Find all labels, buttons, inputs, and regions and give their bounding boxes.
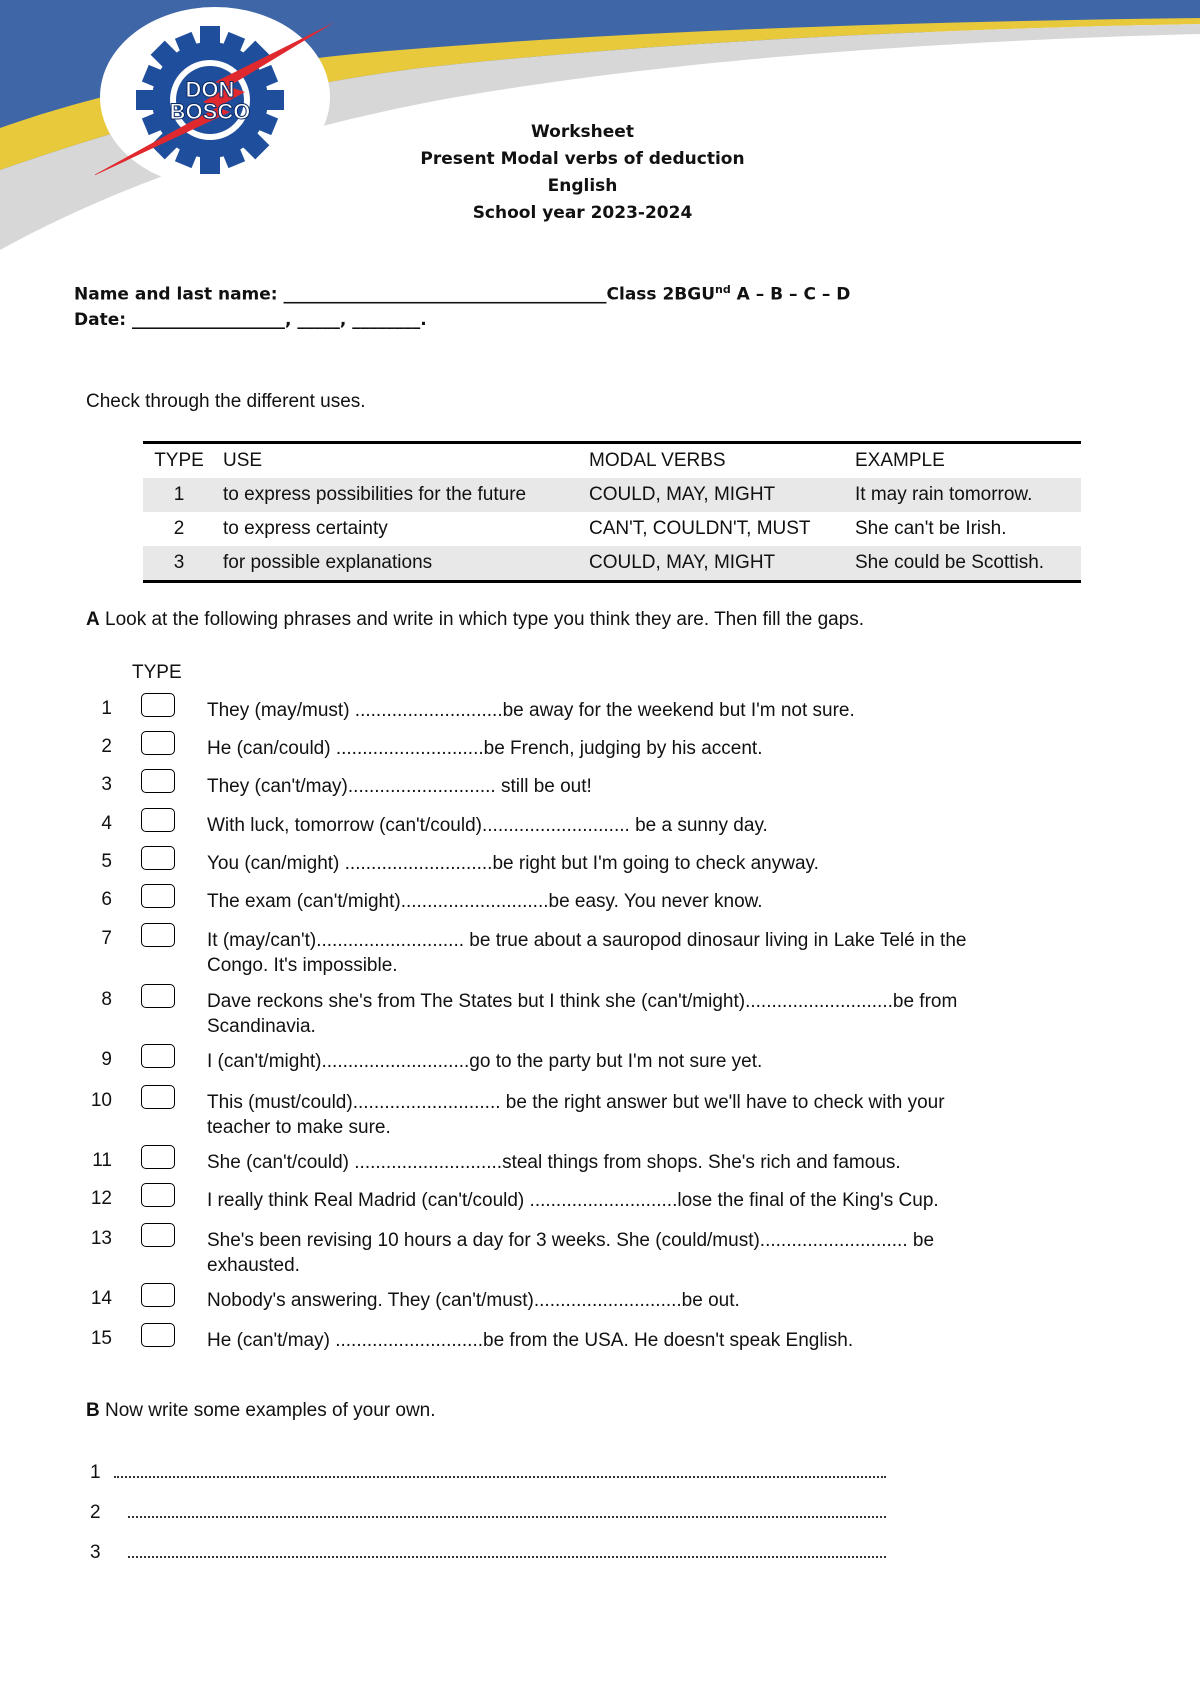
exercise-item bbox=[0, 889, 1200, 929]
header-modal-verbs: MODAL VERBS bbox=[589, 450, 726, 471]
name-blank[interactable]: ______________________________________ bbox=[283, 284, 607, 305]
header-type: TYPE bbox=[154, 450, 204, 471]
item-number: 4 bbox=[101, 813, 112, 834]
cell-type: 3 bbox=[173, 552, 185, 573]
cell-use: to express possibilities for the future bbox=[223, 484, 527, 505]
type-answer-box[interactable] bbox=[141, 846, 175, 870]
item-number: 12 bbox=[90, 1188, 112, 1209]
item-number: 11 bbox=[92, 1150, 112, 1171]
item-sentence: He (can/could) ............................be French, judging by his accent. bbox=[207, 738, 763, 759]
type-answer-box[interactable] bbox=[141, 1323, 175, 1347]
section-a-letter: A bbox=[86, 609, 100, 630]
cell-use: to express certainty bbox=[223, 518, 388, 539]
svg-text:BOSCO: BOSCO bbox=[169, 99, 251, 124]
item-number: 6 bbox=[101, 889, 112, 910]
header-example: EXAMPLE bbox=[855, 450, 945, 471]
cell-example: She could be Scottish. bbox=[855, 552, 1045, 573]
type-answer-box[interactable] bbox=[141, 693, 175, 717]
worksheet-label: Worksheet bbox=[531, 122, 634, 142]
item-sentence: She's been revising 10 hours a day for 3 weeks. She (could/must)............................ be exhausted. bbox=[207, 1230, 935, 1276]
item-sentence: They (can't/may)............................ still be out! bbox=[207, 776, 592, 797]
exercise-item bbox=[0, 1090, 1200, 1138]
class-label: Class 2BGU bbox=[606, 284, 716, 305]
exercise-item bbox=[0, 928, 1200, 976]
item-number: 3 bbox=[101, 774, 112, 795]
class-options: A – B – C – D bbox=[730, 284, 851, 305]
section-b-letter: B bbox=[86, 1400, 100, 1421]
exercise-item bbox=[0, 736, 1200, 776]
date-field[interactable]: Date: __________________, _____, ________. bbox=[74, 310, 427, 330]
item-number: 15 bbox=[90, 1328, 112, 1349]
section-a-instruction bbox=[86, 609, 864, 631]
item-number: 10 bbox=[90, 1090, 112, 1111]
cell-modal-verbs: COULD, MAY, MIGHT bbox=[589, 484, 776, 505]
svg-text:DON: DON bbox=[185, 77, 235, 102]
school-year: School year 2023-2024 bbox=[472, 203, 693, 223]
worksheet-topic: Present Modal verbs of deduction bbox=[420, 149, 745, 169]
item-number: 5 bbox=[101, 851, 112, 872]
cell-example: She can't be Irish. bbox=[855, 518, 1007, 539]
item-sentence: The exam (can't/might)............................be easy. You never know. bbox=[207, 891, 763, 912]
item-number: 7 bbox=[101, 928, 112, 949]
item-sentence: It (may/can't)............................ be true about a sauropod dinosaur living in Lake Telé in the Congo. It's impossible. bbox=[207, 930, 967, 976]
type-answer-box[interactable] bbox=[141, 984, 175, 1008]
uses-table bbox=[143, 441, 1081, 583]
header-use: USE bbox=[223, 450, 263, 471]
name-label: Name and last name: bbox=[74, 284, 284, 305]
item-sentence: I (can't/might)............................go to the party but I'm not sure yet. bbox=[207, 1051, 763, 1072]
exercise-item bbox=[0, 1328, 1200, 1368]
type-answer-box[interactable] bbox=[141, 1223, 175, 1247]
answer-line[interactable] bbox=[90, 1540, 886, 1564]
exercise-item bbox=[0, 1150, 1200, 1190]
item-sentence: With luck, tomorrow (can't/could)............................ be a sunny day. bbox=[207, 815, 768, 836]
type-answer-box[interactable] bbox=[141, 1044, 175, 1068]
item-sentence: I really think Real Madrid (can't/could) ............................lose the final of the King's Cup. bbox=[207, 1190, 939, 1211]
type-answer-box[interactable] bbox=[141, 731, 175, 755]
worksheet-subject: English bbox=[547, 176, 618, 196]
dotted-line[interactable] bbox=[128, 1540, 886, 1558]
answer-line[interactable] bbox=[90, 1500, 886, 1524]
type-answer-box[interactable] bbox=[141, 884, 175, 908]
dotted-line[interactable] bbox=[114, 1460, 886, 1478]
name-field[interactable] bbox=[74, 283, 850, 305]
cell-modal-verbs: COULD, MAY, MIGHT bbox=[589, 552, 776, 573]
cell-modal-verbs: CAN'T, COULDN'T, MUST bbox=[589, 518, 811, 539]
answer-line-number: 1 bbox=[90, 1462, 101, 1483]
type-answer-box[interactable] bbox=[141, 923, 175, 947]
item-sentence: This (must/could)............................ be the right answer but we'll have to check with your teacher to make sure. bbox=[207, 1092, 945, 1138]
answer-line-number: 2 bbox=[90, 1502, 101, 1523]
item-number: 9 bbox=[101, 1049, 112, 1070]
exercise-item bbox=[0, 1288, 1200, 1328]
table-row bbox=[143, 512, 1081, 546]
exercise-item bbox=[0, 1049, 1200, 1089]
item-sentence: They (may/must) ............................be away for the weekend but I'm not sure. bbox=[207, 700, 855, 721]
exercise-item bbox=[0, 774, 1200, 814]
item-sentence: He (can't/may) ............................be from the USA. He doesn't speak English. bbox=[207, 1330, 854, 1351]
cell-example: It may rain tomorrow. bbox=[855, 484, 1033, 505]
cell-use: for possible explanations bbox=[223, 552, 433, 573]
answer-line[interactable] bbox=[90, 1460, 886, 1484]
section-b-text: Now write some examples of your own. bbox=[99, 1400, 436, 1421]
exercise-item bbox=[0, 813, 1200, 853]
class-superscript: nd bbox=[715, 283, 731, 296]
table-row bbox=[143, 546, 1081, 582]
exercise-item bbox=[0, 989, 1200, 1037]
section-a-text: Look at the following phrases and write in which type you think they are. Then fill the gaps. bbox=[99, 609, 865, 630]
item-number: 14 bbox=[90, 1288, 112, 1309]
table-header-row bbox=[143, 443, 1081, 479]
answer-line-number: 3 bbox=[90, 1542, 101, 1563]
table-row bbox=[143, 478, 1081, 512]
item-number: 2 bbox=[101, 736, 112, 757]
type-answer-box[interactable] bbox=[141, 769, 175, 793]
type-answer-box[interactable] bbox=[141, 1183, 175, 1207]
type-answer-box[interactable] bbox=[141, 1085, 175, 1109]
section-b-instruction bbox=[86, 1400, 436, 1422]
item-number: 13 bbox=[90, 1228, 112, 1249]
item-sentence: She (can't/could) ............................steal things from shops. She's rich and famous. bbox=[207, 1152, 901, 1173]
type-answer-box[interactable] bbox=[141, 1145, 175, 1169]
item-number: 8 bbox=[101, 989, 112, 1010]
item-sentence: You (can/might) ............................be right but I'm going to check anyway. bbox=[207, 853, 819, 874]
item-sentence: Dave reckons she's from The States but I think she (can't/might)............................be from Scandinavia. bbox=[207, 991, 958, 1037]
exercise-item bbox=[0, 1228, 1200, 1276]
type-answer-box[interactable] bbox=[141, 1283, 175, 1307]
cell-type: 1 bbox=[173, 484, 185, 505]
cell-type: 2 bbox=[173, 518, 185, 539]
exercise-item bbox=[0, 1188, 1200, 1228]
exercise-item bbox=[0, 698, 1200, 738]
item-number: 1 bbox=[101, 698, 112, 719]
type-column-label: TYPE bbox=[132, 662, 182, 683]
dotted-line[interactable] bbox=[128, 1500, 886, 1518]
type-answer-box[interactable] bbox=[141, 808, 175, 832]
exercise-item bbox=[0, 851, 1200, 891]
intro-text: Check through the different uses. bbox=[86, 391, 366, 412]
item-sentence: Nobody's answering. They (can't/must)............................be out. bbox=[207, 1290, 740, 1311]
